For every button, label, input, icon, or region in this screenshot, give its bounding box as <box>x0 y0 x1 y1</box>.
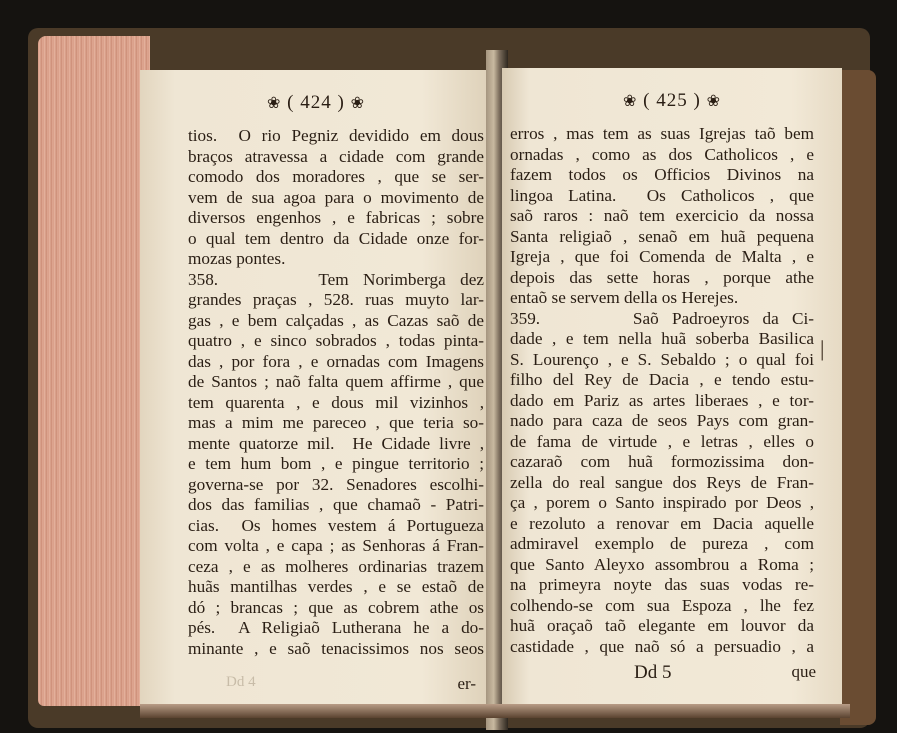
fleuron-icon: ❀ <box>350 95 365 112</box>
text-line: ça , porem o Santo inspirado por Deos , <box>510 493 814 512</box>
text-line: Santa religiaõ , senaõ em huã pequena <box>510 226 814 246</box>
text-line: governa-se por 32. Senadores escolhi- <box>188 474 484 494</box>
text-line: huãs mantilhas verdes , e se estaõ de <box>188 577 484 596</box>
left-page-number: 424 <box>300 92 332 113</box>
text-line: admiravel exemplo de pureza , com <box>510 534 814 553</box>
paragraph-start: 359. Saõ Padroeyros da Ci- <box>510 308 814 328</box>
text-line: na primeyra noyte das suas vodas re- <box>510 575 814 594</box>
fleuron-icon: ❀ <box>267 95 282 112</box>
text-line: castidade , que naõ só a persuadio , a <box>510 636 814 656</box>
text-line: pés. A Religiaõ Lutherana he a do- <box>188 618 484 637</box>
right-page-number: 425 <box>656 90 688 111</box>
text-line: dos das familias , que chamaõ - Patri- <box>188 495 484 514</box>
fleuron-icon: ❀ <box>706 93 721 110</box>
catchword: er- <box>457 674 476 693</box>
left-page-text <box>188 126 484 659</box>
text-line: que Santo Aleyxo assombrou a Roma ; <box>510 554 814 574</box>
binding-right-edge <box>840 70 876 725</box>
text-line: ornadas , como as dos Catholicos , e <box>510 144 814 164</box>
text-line: de fama de virtude , e letras , elles o <box>510 431 814 451</box>
signature-mark: Dd 5 <box>634 662 672 683</box>
text-line: vem de sua agoa para o movimento de <box>188 187 484 207</box>
right-page-text <box>510 124 814 657</box>
text-line: saõ raros : naõ tem exercicio da nossa <box>510 206 814 225</box>
text-line: com volta , e capa ; as Senhoras á Fran- <box>188 536 484 555</box>
text-line: minante , e saõ tenacissimos nos seos <box>188 638 484 658</box>
text-line: e rezoluto a renovar em Dacia aquelle <box>510 513 814 533</box>
page-block-bottom <box>140 704 850 718</box>
text-line: de Santos ; naõ falta quem affirme , que <box>188 372 484 391</box>
text-line: lingoa Latina. Os Catholicos , que <box>510 185 814 205</box>
text-line: ceza , e as molheres ordinarias trazem <box>188 556 484 576</box>
text-line: comodo dos moradores , que se ser- <box>188 167 484 186</box>
right-page <box>502 68 842 708</box>
left-page-header: ❀ ( 424 ) ❀ <box>267 92 365 113</box>
text-line: braços atravessa a cidade com grande <box>188 146 484 166</box>
catchword: que <box>791 662 816 681</box>
text-line: grandes praças , 528. ruas muyto lar- <box>188 290 484 309</box>
text-line: erros , mas tem as suas Igrejas taõ bem <box>510 124 814 143</box>
text-line: Igreja , que foi Comenda de Malta , e <box>510 247 814 266</box>
text-line: dado em Pariz as artes liberaes , e tor- <box>510 390 814 410</box>
text-line: cias. Os homes vestem á Portugueza <box>188 515 484 535</box>
text-line: dade , e tem nella huã soberba Basilica <box>510 329 814 348</box>
text-line: das , por fora , e ornadas com Imagens <box>188 351 484 371</box>
paragraph-start: 358. Tem Norimberga dez <box>188 269 484 289</box>
text-line: mente quatorze mil. He Cidade livre , <box>188 433 484 453</box>
left-page <box>140 70 492 710</box>
text-line: o qual tem dentro da Cidade onze for- <box>188 228 484 248</box>
text-line: mozas pontes. <box>188 249 286 268</box>
text-line: filho del Rey de Dacia , e tendo estu- <box>510 370 814 389</box>
fleuron-icon: ❀ <box>623 93 638 110</box>
text-line: cazaraõ com huã formozissima don- <box>510 452 814 471</box>
text-line: dó ; brancas ; que as cobrem athe os <box>188 597 484 617</box>
text-line: huã oraçaõ taõ elegante em louvor da <box>510 616 814 635</box>
ghost-signature: Dd 4 <box>226 674 256 690</box>
text-line: gas , e bem calçadas , as Cazas saõ de <box>188 310 484 330</box>
text-line: S. Lourenço , e S. Sebaldo ; o qual foi <box>510 349 814 369</box>
text-line: entaõ se servem della os Herejes. <box>510 288 739 307</box>
text-line: e tem hum bom , e pingue territorio ; <box>188 454 484 473</box>
text-line: fazem todos os Officios Divinos na <box>510 165 814 184</box>
text-line: colhendo-se com sua Espoza , lhe fez <box>510 595 814 615</box>
right-page-header: ❀ ( 425 ) ❀ <box>623 90 721 111</box>
text-line: tios. O rio Pegniz devidido em dous <box>188 126 484 145</box>
text-line: zella do real sangue dos Reys de Fran- <box>510 472 814 492</box>
text-line: diversos engenhos , e fabricas ; sobre <box>188 208 484 227</box>
text-line: depois das sette horas , porque athe <box>510 267 814 287</box>
text-line: tem quarenta , e dous mil vizinhos , <box>188 392 484 412</box>
margin-pencil-mark-icon: | <box>820 336 825 361</box>
red-page-edges <box>38 36 150 706</box>
text-line: nado para caza de seos Pays com gran- <box>510 411 814 430</box>
text-line: mas a mim me pareceo , que teria so- <box>188 413 484 432</box>
text-line: quatro , e sinco sobrados , todas pinta- <box>188 331 484 350</box>
